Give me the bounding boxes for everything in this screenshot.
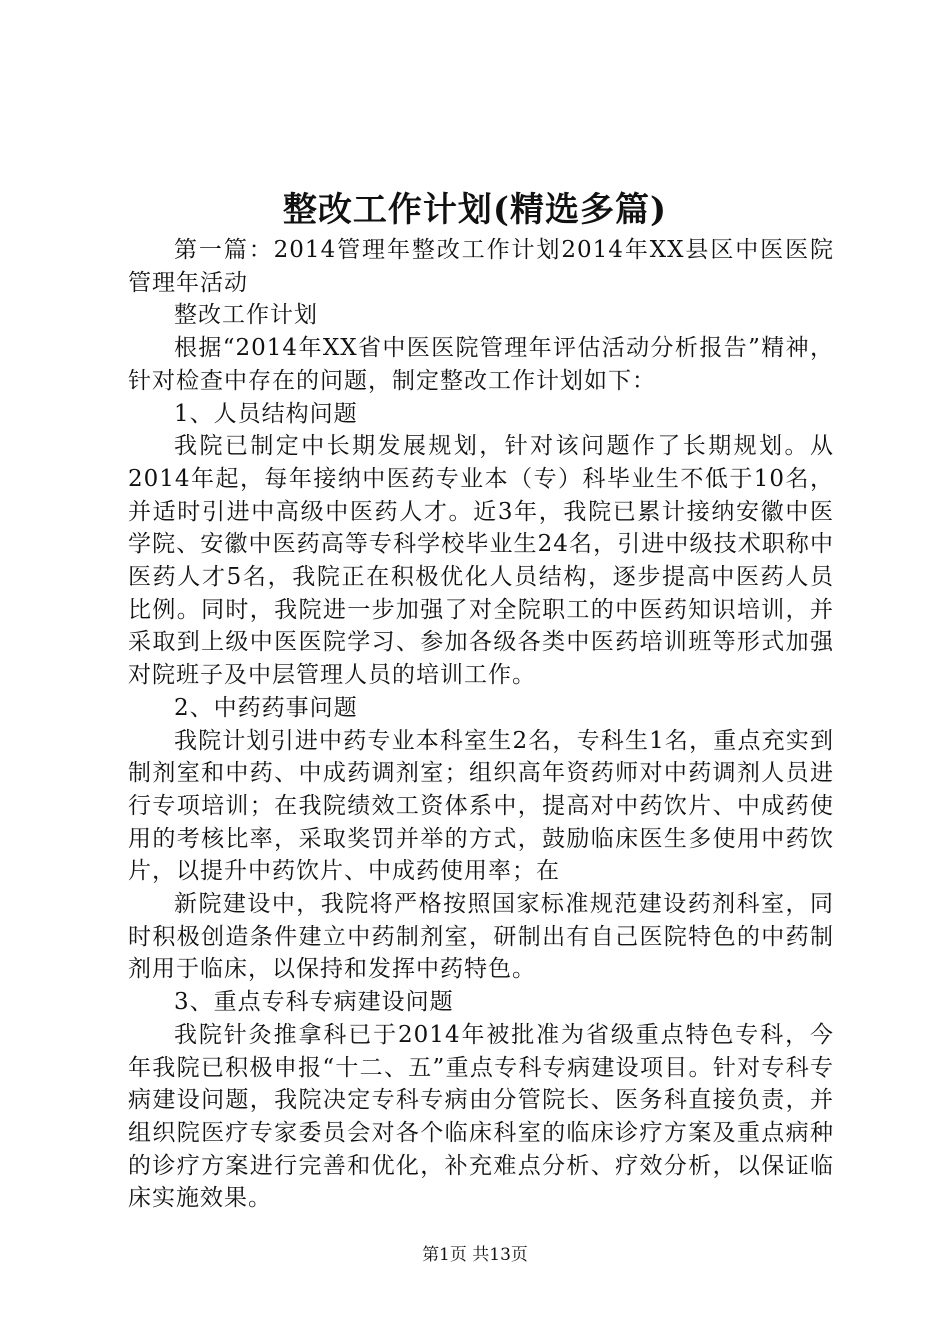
paragraph-section-heading: 第一篇：2014管理年整改工作计划2014年XX县区中医医院管理年活动 — [128, 237, 834, 296]
paragraph-heading-1: 1、人员结构问题 — [174, 400, 358, 427]
document-title: 整改工作计划(精选多篇) — [282, 190, 668, 230]
document-body — [128, 234, 834, 1215]
paragraph-body-2a: 我院计划引进中药专业本科室生2名，专科生1名，重点充实到制剂室和中药、中成药调剂室；组织高年资药师对中药调剂人员进行专项培训；在我院绩效工资体系中，提高对中药饮片、中成药使用的考核比率，采取奖罚并举的方式，鼓励临床医生多使用中药饮片，以提升中药饮片、中成药使用率；在 — [128, 727, 834, 885]
page-number-footer: 第1页 共13页 — [422, 1245, 528, 1265]
paragraph-body-3: 我院针灸推拿科已于2014年被批准为省级重点特色专科，今年我院已积极申报“十二、五”重点专科专病建设项目。针对专科专病建设问题，我院决定专科专病由分管院长、医务科直接负责，并组织院医疗专家委员会对各个临床科室的临床诊疗方案及重点病种的诊疗方案进行完善和优化，补充难点分析、疗效分析，以保证临床实施效果。 — [128, 1021, 834, 1212]
paragraph-heading-2: 2、中药药事问题 — [174, 694, 358, 721]
paragraph-subtitle: 整改工作计划 — [174, 302, 318, 329]
paragraph-heading-3: 3、重点专科专病建设问题 — [174, 989, 454, 1016]
paragraph-intro: 根据“2014年XX省中医医院管理年评估活动分析报告”精神，针对检查中存在的问题，制定整改工作计划如下： — [128, 335, 834, 394]
paragraph-body-1: 我院已制定中长期发展规划，针对该问题作了长期规划。从2014年起，每年接纳中医药专业本（专）科毕业生不低于10名，并适时引进中高级中医药人才。近3年，我院已累计接纳安徽中医学院、安徽中医药高等专科学校毕业生24名，引进中级技术职称中医药人才5名，我院正在积极优化人员结构，逐步提高中医药人员比例。同时，我院进一步加强了对全院职工的中医药知识培训，并采取到上级中医医院学习、参加各级各类中医药培训班等形式加强对院班子及中层管理人员的培训工作。 — [128, 433, 834, 689]
paragraph-body-2b: 新院建设中，我院将严格按照国家标准规范建设药剂科室，同时积极创造条件建立中药制剂室，研制出有自己医院特色的中药制剂用于临床，以保持和发挥中药特色。 — [128, 891, 834, 983]
